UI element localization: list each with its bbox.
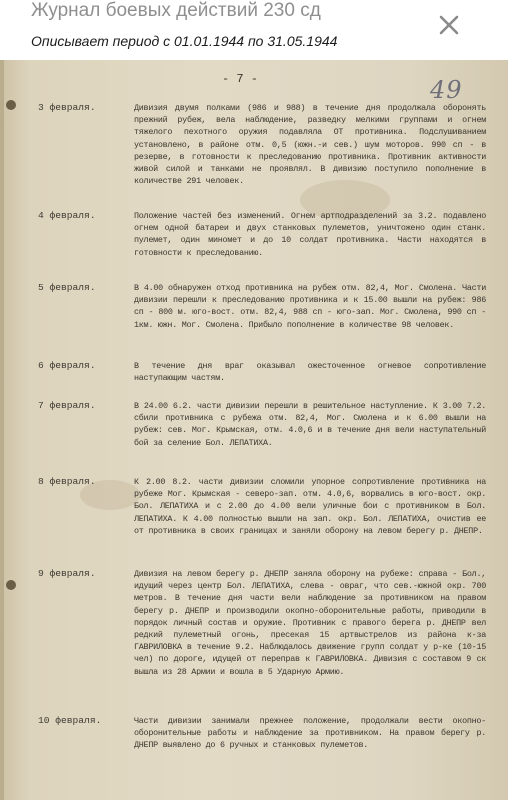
entry-date: 6 февраля. (38, 360, 96, 371)
entry-text: В течение дня враг оказывал ожесточенное огневое сопротивление наступающим частям. (134, 361, 486, 384)
entry-text: В 24.00 6.2. части дивизии перешли в решительное наступление. К 3.00 7.2. сбили противника с рубежа отм. 82,4, Мог. Смолена и к 6.00 вышли на рубеж: сев. Мог. Крымская, отм. 4.0,6 и в течение дня вели наступательный бой за селение Бол. ЛЕПАТИХА. (134, 401, 486, 448)
document-period: Описывает период с 01.01.1944 по 31.05.1944 (31, 33, 338, 49)
entry-date: 7 февраля. (38, 400, 96, 411)
archive-number: 49 (430, 76, 463, 104)
entry-text: Дивизия на левом берегу р. ДНЕПР заняла оборону на рубеже: справа - Бол., идущий через центр Бол. ЛЕПАТИХА, слева - овраг, что сев.-южной окр. 700 метров. В течение дня части вели наблюдение за противником на правом берегу р. ДНЕПР и производили окопно-оборонительные работы, приводили в порядок личный состав и оружие. Противник с правого берега р. ДНЕПР вел редкий пулеметный огонь, пресекая 15 артвыстрелов из района к-за ГАВРИЛОВКА в течение 9.2. Наблюдалось движение групп солдат у р-ке (10-15 чел) по дороге, идущей от переправ к ГАВРИЛОВКА. Дивизия с составом 9 ск вышла из 28 Армии и вошла в 5 Ударную Армию. (134, 569, 486, 677)
entry-date: 9 февраля. (38, 568, 96, 579)
entry-text: Положение частей без изменений. Огнем артподразделений за 3.2. подавлено огнем одной батареи и двух станковых пулеметов, уничтожено один станк. пулемет, один миномет и до 10 солдат противника. Части находятся в готовности к преследованию. (134, 211, 486, 258)
close-icon (432, 8, 466, 42)
viewer-header (0, 0, 508, 58)
entry-text: Части дивизии занимали прежнее положение, продолжали вести окопно-оборонительные работы и наблюдение за противником. На правом берегу р. ДНЕПР выявлено до 6 ручных и станковых пулеметов. (134, 716, 486, 751)
document-title: Журнал боевых действий 230 сд (31, 0, 321, 21)
close-button[interactable] (432, 8, 466, 42)
entry-date: 8 февраля. (38, 476, 96, 487)
entry-text: В 4.00 обнаружен отход противника на рубеж отм. 82,4, Мог. Смолена. Части дивизии перешли к преследованию противника и к 15.00 вышли на рубеж: 986 сп - 800 м. юго-вост. отм. 82,4, 988 сп - юго-зап. Мог. Смолена, 990 сп - 1км. южн. Мог. Смолена. Прибыло пополнение в количестве 98 человек. (134, 283, 486, 330)
document-viewer[interactable] (0, 60, 508, 800)
page-binding-edge (0, 60, 4, 800)
entry-text: Дивизия двумя полками (986 и 988) в течение дня продолжала оборонять прежний рубеж, вела наблюдение, разведку мелкими группами и огнем тяжелого пехотного оружия подавляла ОТ противника. Подслушиванием установлено, в районе отм. 0,5 (южн.-и сев.) шум моторов. 990 сп - в резерве, в готовности к преследованию противника. Противник активности живой силой и танками не проявлял. В дивизию поступило пополнение в количестве 291 человек. (134, 103, 486, 187)
entry-text: К 2.00 8.2. части дивизии сломили упорное сопротивление противника на рубеже Мог. Крымская - северо-зап. отм. 4.0,6, ворвались в юго-вост. окр. Бол. ЛЕПАТИХА и с 2.00 до 4.00 вели уличные бои с противником в Бол. ЛЕПАТИХА. К 4.00 полностью вышли на зап. окр. Бол. ЛЕПАТИХА, очистив ее от противника в своих границах и заняли оборону на левом берегу р. ДНЕПР. (134, 477, 486, 536)
punch-hole (6, 580, 16, 590)
entry-date: 5 февраля. (38, 282, 96, 293)
scanned-page (0, 60, 508, 800)
entry-date: 3 февраля. (38, 102, 96, 113)
punch-hole (6, 100, 16, 110)
entry-date: 4 февраля. (38, 210, 96, 221)
entry-date: 10 февраля. (38, 715, 102, 726)
page-number: - 7 - (222, 72, 259, 86)
